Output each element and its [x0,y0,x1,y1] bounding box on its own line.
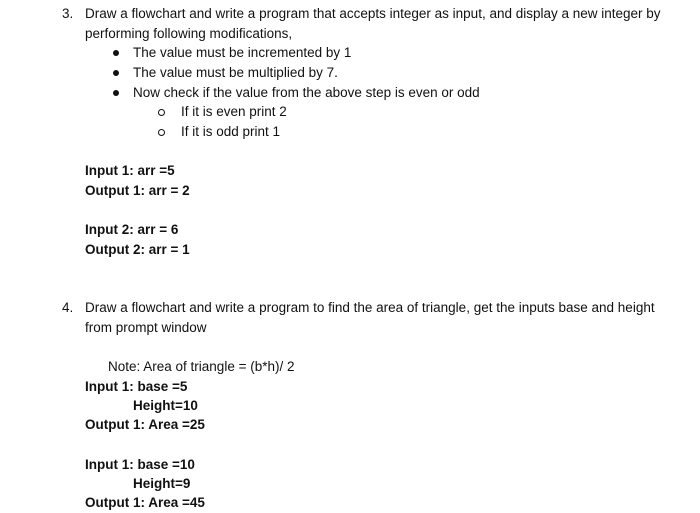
q3-prompt-line2: performing following modifications, [85,26,293,41]
q4-ex2-input: Input 1: base =10 [85,457,195,472]
q3-number: 3. [62,6,74,21]
q4-ex2-height: Height=9 [133,476,191,491]
q3-input-1: Input 1: arr =5 [85,163,175,178]
q3-prompt-line1: Draw a flowchart and write a program that accepts integer as input, and display a new integer by [85,6,661,21]
q4-prompt-line1: Draw a flowchart and write a program to find the area of triangle, get the inputs base and height [85,300,655,315]
q3-subbullet-1: If it is even print 2 [181,104,287,119]
bullet-icon [113,90,119,96]
q4-ex1-input: Input 1: base =5 [85,379,188,394]
hollow-bullet-icon [158,109,165,116]
bullet-icon [113,70,119,76]
q3-bullet-2: The value must be multiplied by 7. [133,65,338,80]
q4-ex2-output: Output 1: Area =45 [85,495,205,510]
q3-output-2: Output 2: arr = 1 [85,242,190,257]
q3-subbullet-2: If it is odd print 1 [181,124,281,139]
q4-ex1-output: Output 1: Area =25 [85,417,205,432]
q4-ex1-height: Height=10 [133,398,198,413]
q3-input-2: Input 2: arr = 6 [85,222,179,237]
hollow-bullet-icon [158,129,165,136]
q3-bullet-1: The value must be incremented by 1 [133,45,352,60]
q4-note: Note: Area of triangle = (b*h)/ 2 [108,359,295,374]
q3-bullet-3: Now check if the value from the above step is even or odd [133,85,480,100]
q4-prompt-line2: from prompt window [85,320,207,335]
q3-output-1: Output 1: arr = 2 [85,183,190,198]
bullet-icon [113,50,119,56]
q4-number: 4. [62,300,74,315]
